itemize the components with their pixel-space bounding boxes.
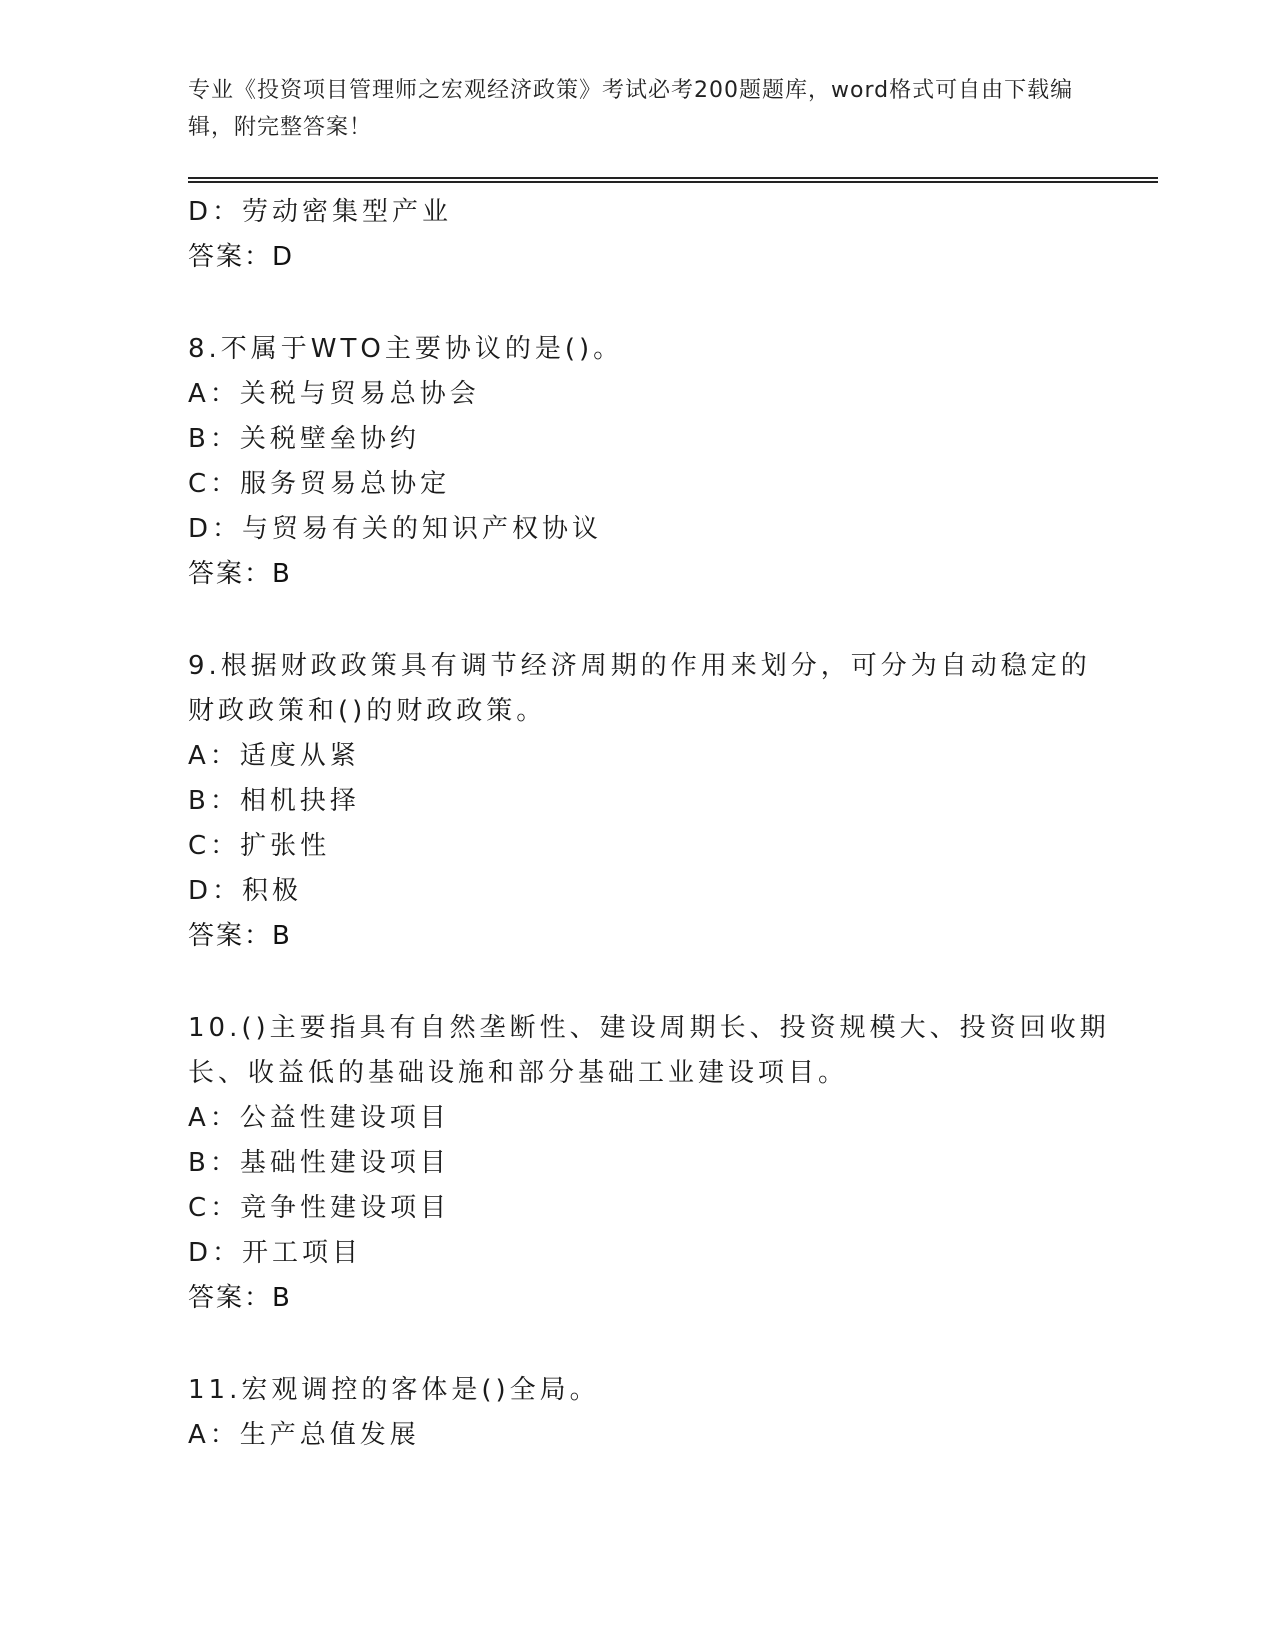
option-c: C：竞争性建设项目: [188, 1193, 451, 1223]
question-stem: 8.不属于WTO主要协议的是()。: [188, 334, 624, 364]
option-a: A：适度从紧: [188, 741, 360, 771]
question-content: [188, 190, 1110, 1458]
question-8: [188, 327, 1088, 597]
header-rule-bottom: [188, 181, 1158, 183]
option-d: D：开工项目: [188, 1238, 363, 1268]
question-stem-line-2: 长、收益低的基础设施和部分基础工业建设项目。: [188, 1058, 849, 1088]
question-10: [188, 1006, 1110, 1321]
answer-line: 答案：B: [188, 921, 292, 951]
answer-line: 答案：B: [188, 1283, 292, 1313]
question-9: [188, 644, 1091, 959]
question-stem-line-1: 10.()主要指具有自然垄断性、建设周期长、投资规模大、投资回收期: [188, 1013, 1110, 1043]
option-d: D：与贸易有关的知识产权协议: [188, 514, 603, 544]
answer-line: 答案：D: [188, 242, 295, 272]
option-b: B：相机抉择: [188, 786, 360, 816]
option-b: B：关税壁垒协约: [188, 424, 420, 454]
option-a: A：关税与贸易总协会: [188, 379, 480, 409]
question-11: [188, 1368, 1088, 1458]
document-header: 专业《投资项目管理师之宏观经济政策》考试必考200题题库，word格式可自由下载编辑，附完整答案！: [188, 78, 1074, 140]
option-d: D：劳动密集型产业: [188, 197, 453, 227]
question-stem: 11.宏观调控的客体是()全局。: [188, 1375, 600, 1405]
option-d: D：积极: [188, 876, 303, 906]
header-rule-top: [188, 177, 1158, 179]
option-a: A：生产总值发展: [188, 1420, 420, 1450]
option-c: C：扩张性: [188, 831, 331, 861]
question-stem-line-1: 9.根据财政政策具有调节经济周期的作用来划分，可分为自动稳定的: [188, 651, 1091, 681]
answer-line: 答案：B: [188, 559, 292, 589]
question-stem-line-2: 财政政策和()的财政政策。: [188, 696, 547, 726]
option-b: B：基础性建设项目: [188, 1148, 450, 1178]
option-a: A：公益性建设项目: [188, 1103, 450, 1133]
option-c: C：服务贸易总协定: [188, 469, 451, 499]
